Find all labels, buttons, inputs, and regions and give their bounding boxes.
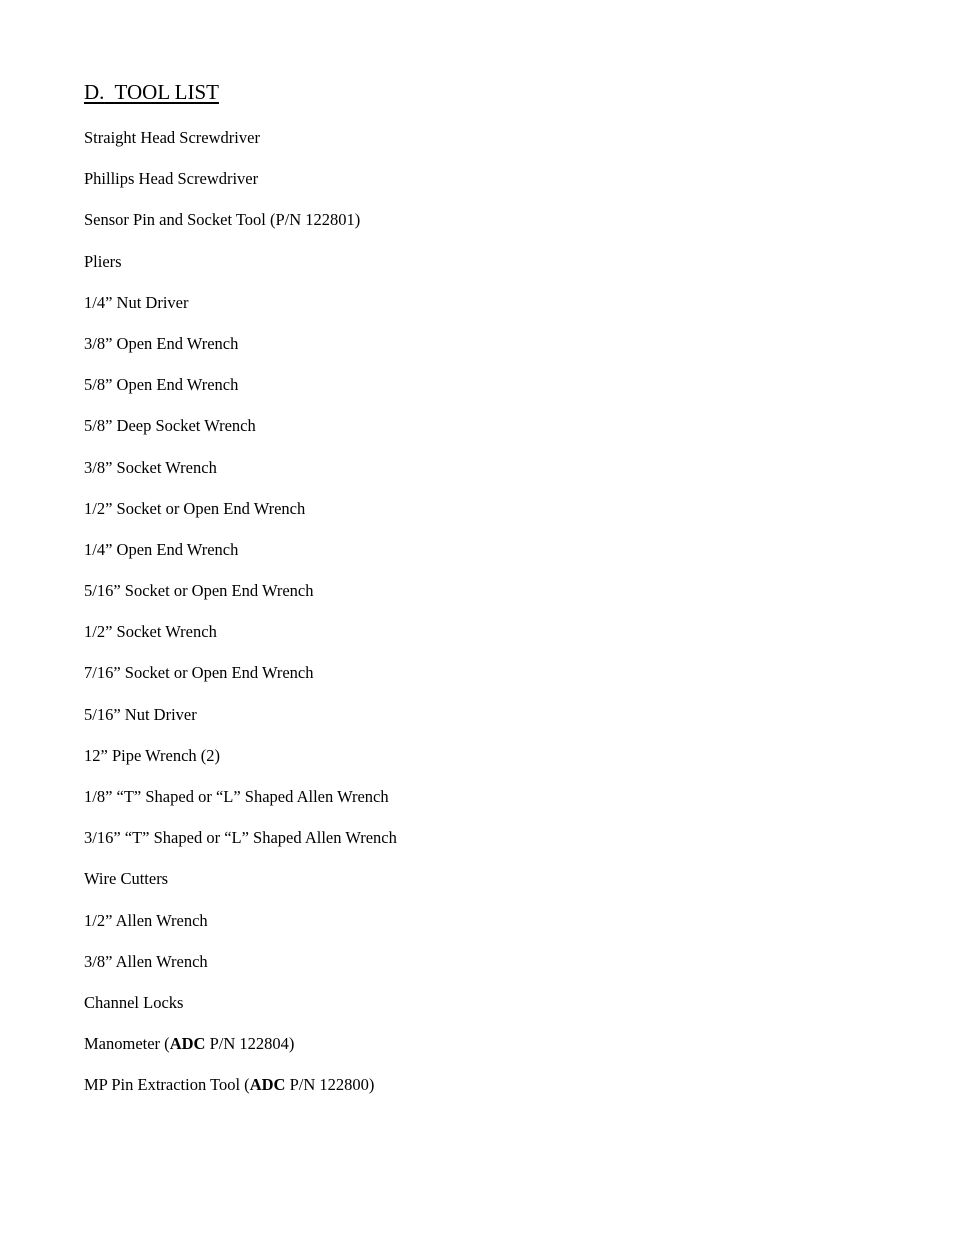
tool-name-suffix: P/N 122800) [285,1075,375,1095]
tool-name: 5/16” Nut Driver [84,704,197,724]
tool-item [84,951,397,992]
tool-name: Phillips Head Screwdriver [84,169,259,189]
tool-item [84,168,397,209]
tool-name: Straight Head Screwdriver [84,128,260,147]
tool-item [84,251,397,292]
tool-item [84,662,397,703]
tool-name: 5/8” Deep Socket Wrench [84,416,256,436]
tool-item [84,539,397,580]
tool-item [84,498,397,539]
brand-name: ADC [169,1034,206,1054]
tool-name: 5/16” Socket or Open End Wrench [84,581,314,601]
tool-name-prefix: Manometer ( [84,1034,170,1054]
tool-name: 3/8” Allen Wrench [84,951,208,971]
tool-name: 1/2” Socket Wrench [84,622,217,642]
tool-name: Wire Cutters [84,869,169,889]
tool-item [84,992,397,1033]
tool-item [84,127,397,168]
tool-item [84,827,397,868]
tool-name: Sensor Pin and Socket Tool (P/N 122801) [84,210,361,230]
tool-item [84,580,397,621]
tool-name: 3/8” Socket Wrench [84,457,217,477]
tool-item [84,621,397,662]
tool-item [84,1033,397,1074]
tool-name: 5/8” Open End Wrench [84,375,239,395]
tool-item [84,457,397,498]
tool-name: 12” Pipe Wrench (2) [84,745,221,765]
tool-name: 1/8” “T” Shaped or “L” Shaped Allen Wrench [84,787,389,806]
tool-name: 7/16” Socket or Open End Wrench [84,663,314,683]
tool-name-suffix: P/N 122804) [205,1034,295,1054]
tool-name: 1/2” Socket or Open End Wrench [84,498,306,518]
section-label: D. [84,80,105,104]
tool-name: Pliers [84,251,122,271]
tool-item [84,333,397,374]
tool-item [84,745,397,786]
tool-item [84,868,397,909]
tool-item [84,292,397,333]
tool-name: 3/16” “T” Shaped or “L” Shaped Allen Wrench [84,828,397,848]
tool-item [84,704,397,745]
tool-name: 1/4” Open End Wrench [84,539,239,559]
tool-name-prefix: MP Pin Extraction Tool ( [84,1075,250,1095]
tool-item [84,910,397,951]
brand-name: ADC [249,1075,286,1095]
section-title: TOOL LIST [114,80,219,104]
tool-item [84,374,397,415]
tool-item [84,1074,397,1115]
tool-item [84,415,397,456]
tool-name: 3/8” Open End Wrench [84,333,239,353]
section-heading [84,80,219,105]
tool-item [84,786,397,827]
tool-list [84,127,397,1116]
tool-name: 1/2” Allen Wrench [84,910,208,930]
tool-item [84,209,397,250]
tool-name: Channel Locks [84,992,184,1012]
tool-name: 1/4” Nut Driver [84,292,189,312]
